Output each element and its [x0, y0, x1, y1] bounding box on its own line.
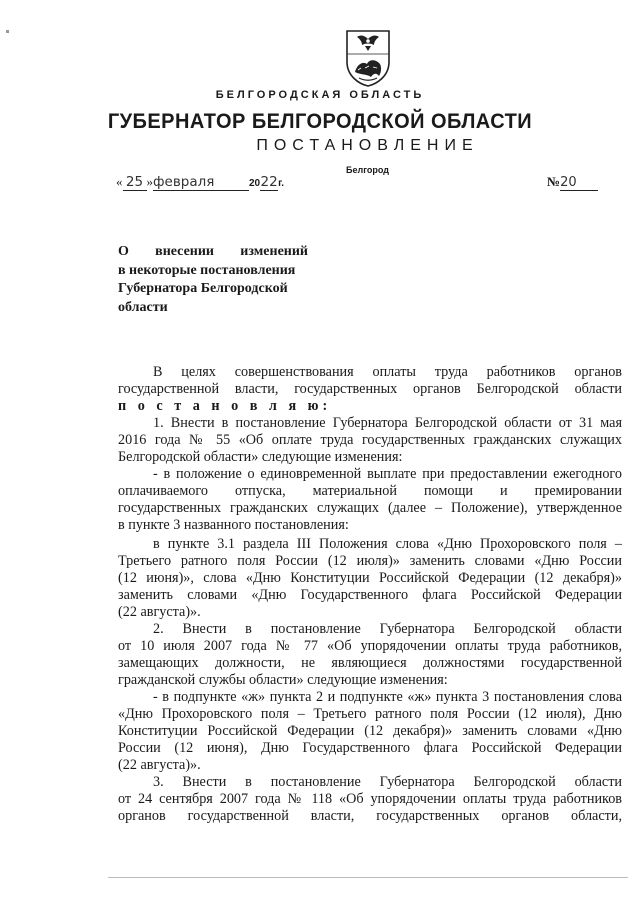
body-line: гражданской службы области» следующие изменения: — [118, 672, 448, 688]
subject-line-3: Губернатора Белгородской — [118, 281, 288, 296]
body-line: государственной власти, государственных органов Белгородской области — [118, 381, 622, 397]
date-open-quote: « — [116, 174, 123, 189]
body-line: замещающих должности, не являющиеся должностями государственной — [118, 655, 622, 671]
scan-edge-mark — [6, 30, 9, 33]
body-line: оплачиваемого отпуска, материальной помощи и премировании — [118, 483, 622, 499]
body-line: 2016 года № 55 «Об оплате труда государственных гражданских служащих — [118, 432, 622, 448]
body-line: органов государственной власти, государственных органов области, — [118, 808, 622, 824]
region-title: БЕЛГОРОДСКАЯ ОБЛАСТЬ — [215, 89, 425, 101]
subject-line-2: в некоторые постановления — [118, 262, 296, 278]
scan-bottom-edge — [108, 877, 628, 878]
body-line: (12 июня)», слова «Дню Конституции Российской Федерации (12 декабря)» — [118, 570, 622, 586]
body-line: В целях совершенствования оплаты труда работников органов — [153, 364, 622, 380]
date-year-suffix: 22 — [260, 174, 278, 190]
document-number — [547, 174, 598, 191]
date-day: 25 — [123, 174, 147, 191]
body-line: «Дню Прохоровского поля – Третьего ратного поля России (12 июля), Дню — [118, 706, 622, 722]
subject-word: внесении — [155, 244, 214, 259]
body-line: Белгородской области» следующие изменения: — [118, 449, 403, 465]
date-year-prefix: 20 — [249, 178, 261, 189]
body-line: - в положение о единовременной выплате при предоставлении ежегодного — [153, 466, 622, 482]
number-label: № — [547, 174, 561, 189]
subject-word: О — [118, 244, 129, 259]
body-line: - в подпункте «ж» пункта 2 и подпункте «ж» пункта 3 постановления слова — [153, 689, 622, 705]
body-line: в пункте 3 названного постановления: — [118, 517, 349, 533]
body-line: в пункте 3.1 раздела III Положения слова «Дню Прохоровского поля – — [153, 536, 622, 552]
date-close-quote: » — [146, 174, 153, 189]
subject-line-1 — [118, 243, 308, 262]
document-type-title: ПОСТАНОВЛЕНИЕ — [256, 137, 479, 154]
body-line: Конституции Российской Федерации (12 декабря)» заменить словами «Дню — [118, 723, 622, 739]
body-line: 3. Внести в постановление Губернатора Белгородской области — [153, 774, 622, 790]
governor-title: ГУБЕРНАТОР БЕЛГОРОДСКОЙ ОБЛАСТИ — [107, 109, 533, 133]
body-line: от 10 июля 2007 года № 77 «Об упорядочении оплаты труда работников, — [118, 638, 622, 654]
city-name: Белгород — [346, 165, 389, 175]
body-line: 2. Внести в постановление Губернатора Белгородской области — [153, 621, 622, 637]
body-line: государственных гражданских служащих (далее – Положение), утвержденное — [118, 500, 622, 516]
body-line: России (12 июня), Дню Государственного флага Российской Федерации — [118, 740, 622, 756]
body-line: (22 августа)». — [118, 604, 201, 620]
date-month: февраля — [153, 174, 249, 191]
body-line: 1. Внести в постановление Губернатора Белгородской области от 31 мая — [153, 415, 622, 431]
coat-of-arms-emblem — [343, 28, 393, 88]
number-value: 20 — [560, 175, 598, 191]
body-line-decree-word: п о с т а н о в л я ю: — [118, 398, 332, 414]
body-line: (22 августа)». — [118, 757, 201, 773]
body-line: от 24 сентября 2007 года № 118 «Об упорядочении оплаты труда работников — [118, 791, 622, 807]
body-line: заменить словами «Дню Государственного флага Российской Федерации — [118, 587, 622, 603]
subject-line-4: области — [118, 299, 168, 315]
subject-word: изменений — [240, 244, 308, 259]
document-date — [116, 174, 284, 191]
body-line: Третьего ратного поля России (12 июля)» заменить словами «Дню России — [118, 553, 622, 569]
document-subject — [118, 243, 308, 317]
date-year-abbr: г. — [278, 178, 285, 189]
